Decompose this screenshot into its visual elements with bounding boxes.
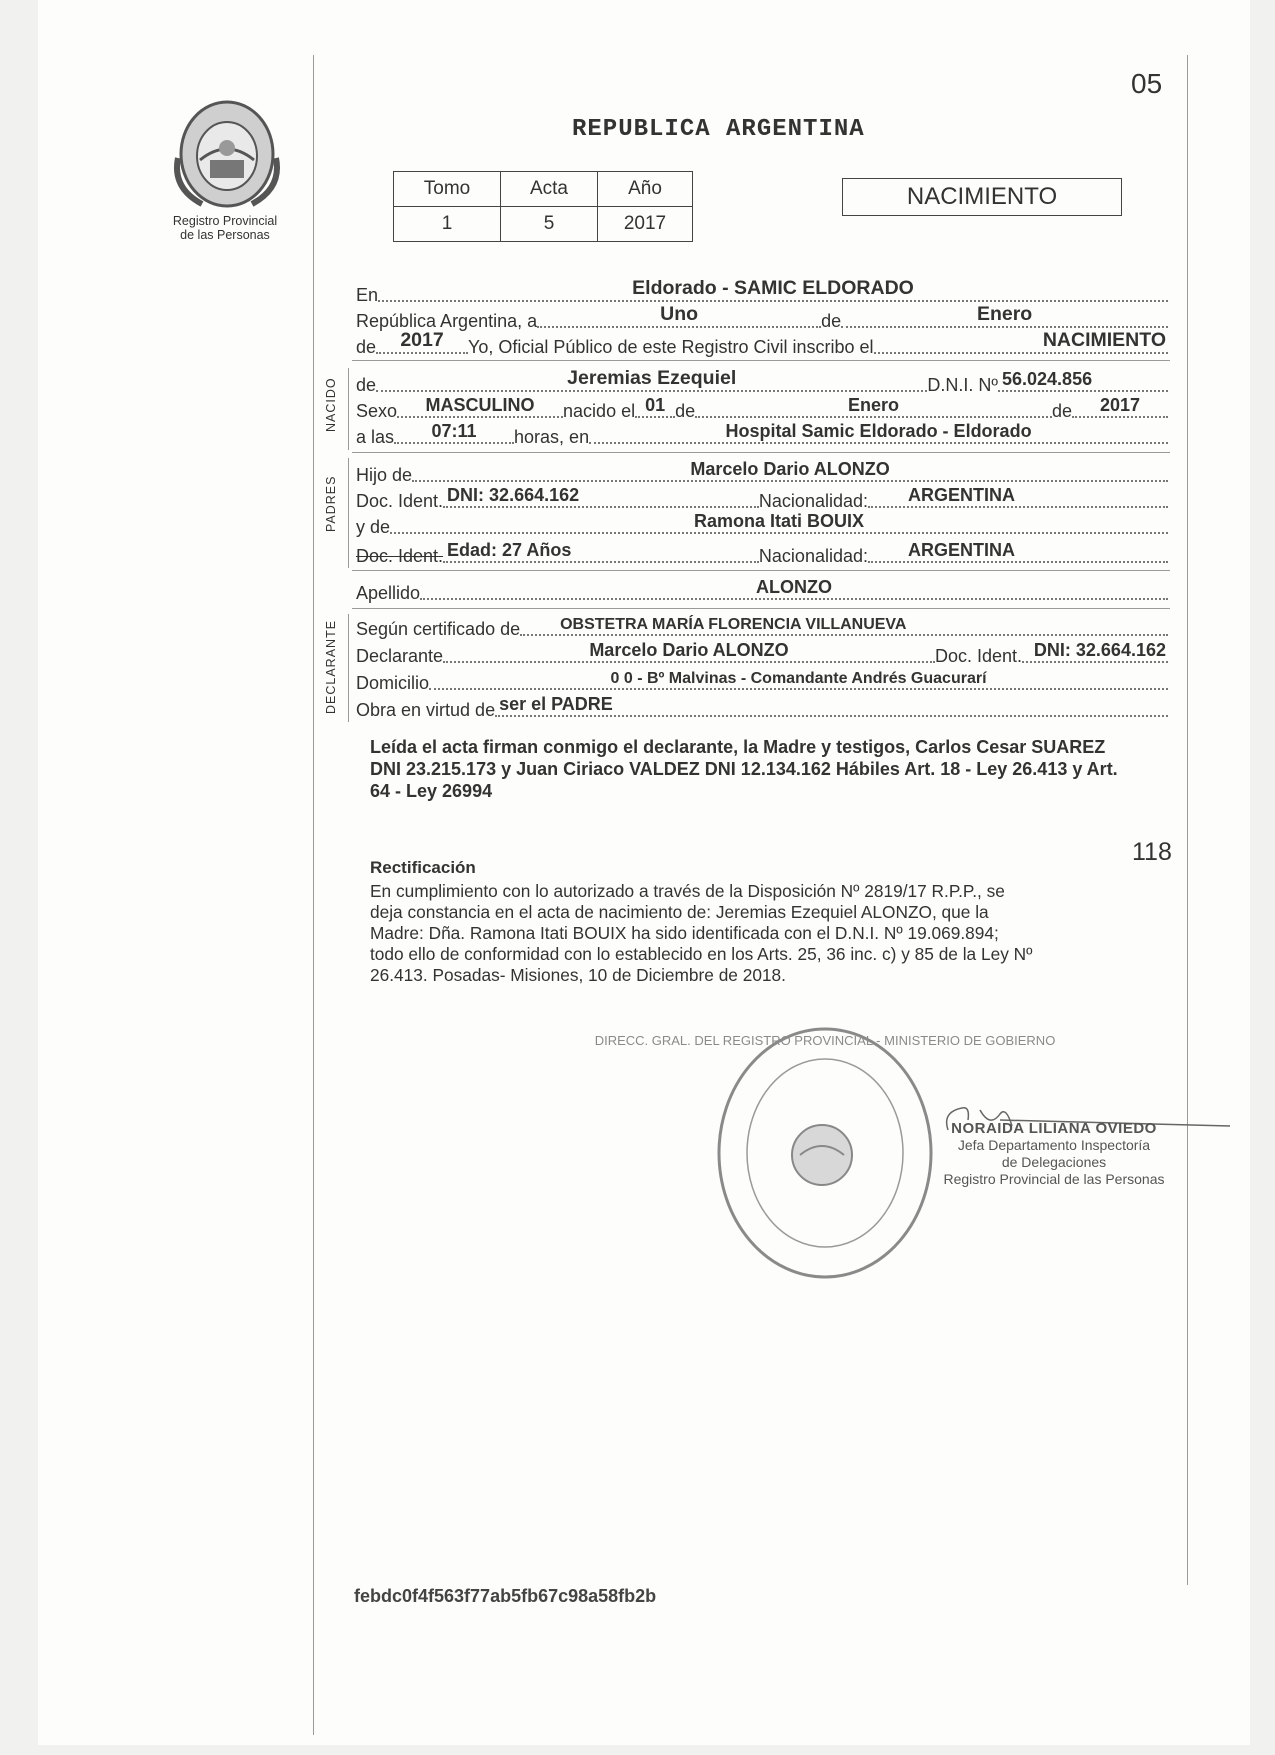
domicilio-value: 0 0 - Bº Malvinas - Comandante Andrés Guacurarí [610,670,987,687]
anio-value: 2017 [598,207,693,242]
verification-hash: febdc0f4f563f77ab5fb67c98a58fb2b [354,1586,657,1606]
left-margin-rule [313,55,314,1735]
lugar-nacimiento-value: Hospital Samic Eldorado - Eldorado [725,421,1032,441]
side-bracket-nacido [348,368,349,450]
side-bracket-padres [348,458,349,568]
madre-nacionalidad-value: ARGENTINA [908,540,1015,560]
nombre-value: Jeremias Ezequiel [567,367,737,389]
document-sheet [38,0,1250,1745]
province-seal-logo [172,98,282,210]
line-hijo: Hijo de Marcelo Dario ALONZO [356,460,1168,486]
signature-block [934,1120,1174,1188]
padre-value: Marcelo Dario ALONZO [690,459,890,479]
record-type-box: NACIMIENTO [842,178,1122,216]
line-madre: y de Ramona Itati BOUIX [356,512,1168,538]
closing-text: Leída el acta firman conmigo el declarante, la Madre y testigos, Carlos Cesar SUAREZ DNI 23.215.173 y Juan Ciriaco VALDEZ DNI 12.134.162 Hábiles Art. 18 - Ley 26.413 y Art. 64 - Ley 26994 [370,737,1118,801]
nac-mes-value: Enero [848,395,900,415]
declarante-value: Marcelo Dario ALONZO [589,640,789,660]
acta-value: 5 [501,207,598,242]
signer-name: NORAIDA LILIANA OVIEDO [951,1120,1157,1137]
stamp-text: DIRECC. GRAL. DEL REGISTRO PROVINCIAL - MINISTERIO DE GOBIERNO [594,1033,1056,1048]
line-apellido: Apellido ALONZO [356,578,1168,604]
right-margin-rule [1187,55,1188,1585]
registry-name: Registro Provincial de las Personas [172,214,278,242]
signer-department: de Delegaciones [1001,1154,1107,1170]
col-header-tomo: Tomo [394,172,501,207]
side-label-declarante: DECLARANTE [324,619,338,714]
tomo-value: 1 [394,207,501,242]
line-sexo: Sexo MASCULINO nacido el 01 de Enero de 2017 [356,396,1168,422]
madre-doc-value: Edad: 27 Años [447,540,572,560]
line-hora: a las 07:11 horas, en Hospital Samic Eldorado - Eldorado [356,422,1168,448]
dni-value: 56.024.856 [1002,369,1093,389]
signer-role: Jefa Departamento Inspectoría [957,1137,1151,1153]
side-bracket-declarante [348,614,349,722]
declarante-doc-value: DNI: 32.664.162 [1033,640,1166,660]
side-label-padres: PADRES [324,475,338,532]
inscribo-value: NACIMIENTO [1042,329,1166,351]
reference-table [393,171,693,242]
line-padre-doc: Doc. Ident. DNI: 32.664.162 Nacionalidad: ARGENTINA [356,486,1168,512]
certificado-value: OBSTETRA MARÍA FLORENCIA VILLANUEVA [560,616,907,633]
col-header-acta: Acta [501,172,598,207]
apellido-value: ALONZO [756,577,833,597]
section-divider [352,452,1170,453]
madre-value: Ramona Itati BOUIX [694,511,865,531]
nac-anio-value: 2017 [1099,395,1141,415]
rectificacion-number: 118 [1132,838,1172,866]
hora-value: 07:11 [431,421,477,441]
rectificacion-title: Rectificación [370,858,476,877]
line-en: En Eldorado - SAMIC ELDORADO [356,280,1168,306]
sexo-value: MASCULINO [425,395,535,415]
mes-value: Enero [976,303,1033,325]
line-anio: de 2017 Yo, Oficial Público de este Registro Civil inscribo el NACIMIENTO [356,329,1166,357]
line-republica: República Argentina, a Uno de Enero [356,306,1168,332]
nac-dia-value: 01 [645,395,666,415]
anio-inscripcion-value: 2017 [400,329,444,351]
section-divider [352,570,1170,571]
padre-doc-value: DNI: 32.664.162 [447,485,580,505]
padre-nacionalidad-value: ARGENTINA [908,485,1015,505]
document-title: REPUBLICA ARGENTINA [572,116,865,143]
line-domicilio: Domicilio 0 0 - Bº Malvinas - Comandante Andrés Guacurarí [356,668,1168,694]
line-madre-doc: Doc. Ident. Edad: 27 Años Nacionalidad: ARGENTINA [356,541,1168,567]
obra-value: ser el PADRE [499,694,613,714]
section-divider [352,608,1170,609]
section-divider [352,360,1170,361]
rectificacion-body: En cumplimiento con lo autorizado a través de la Disposición Nº 2819/17 R.P.P., se deja constancia en el acta de nacimiento de: Jeremias Ezequiel ALONZO, que la Madre: Dña. Ramona Itati BOUIX ha sido identificada con el D.N.I. Nº 19.069.894; todo ello de conformidad con lo establecido en los Arts. 25, 36 inc. c) y 85 de la Ley Nº 26.413. Posadas- Misiones, 10 de Diciembre de 2018. [370,881,1033,985]
lugar-inscripcion-value: Eldorado - SAMIC ELDORADO [632,277,914,299]
line-nombre: de Jeremias Ezequiel D.N.I. Nº 56.024.856 [356,370,1168,396]
dia-value: Uno [660,303,699,325]
col-header-anio: Año [598,172,693,207]
signer-registry: Registro Provincial de las Personas [943,1171,1165,1187]
side-label-nacido: NACIDO [324,377,338,432]
line-obra: Obra en virtud de ser el PADRE [356,695,1168,721]
line-certificado: Según certificado de OBSTETRA MARÍA FLORENCIA VILLANUEVA [356,614,1168,640]
page-number: 05 [1131,68,1163,99]
line-declarante: Declarante Marcelo Dario ALONZO Doc. Ident. DNI: 32.664.162 [356,640,1166,666]
